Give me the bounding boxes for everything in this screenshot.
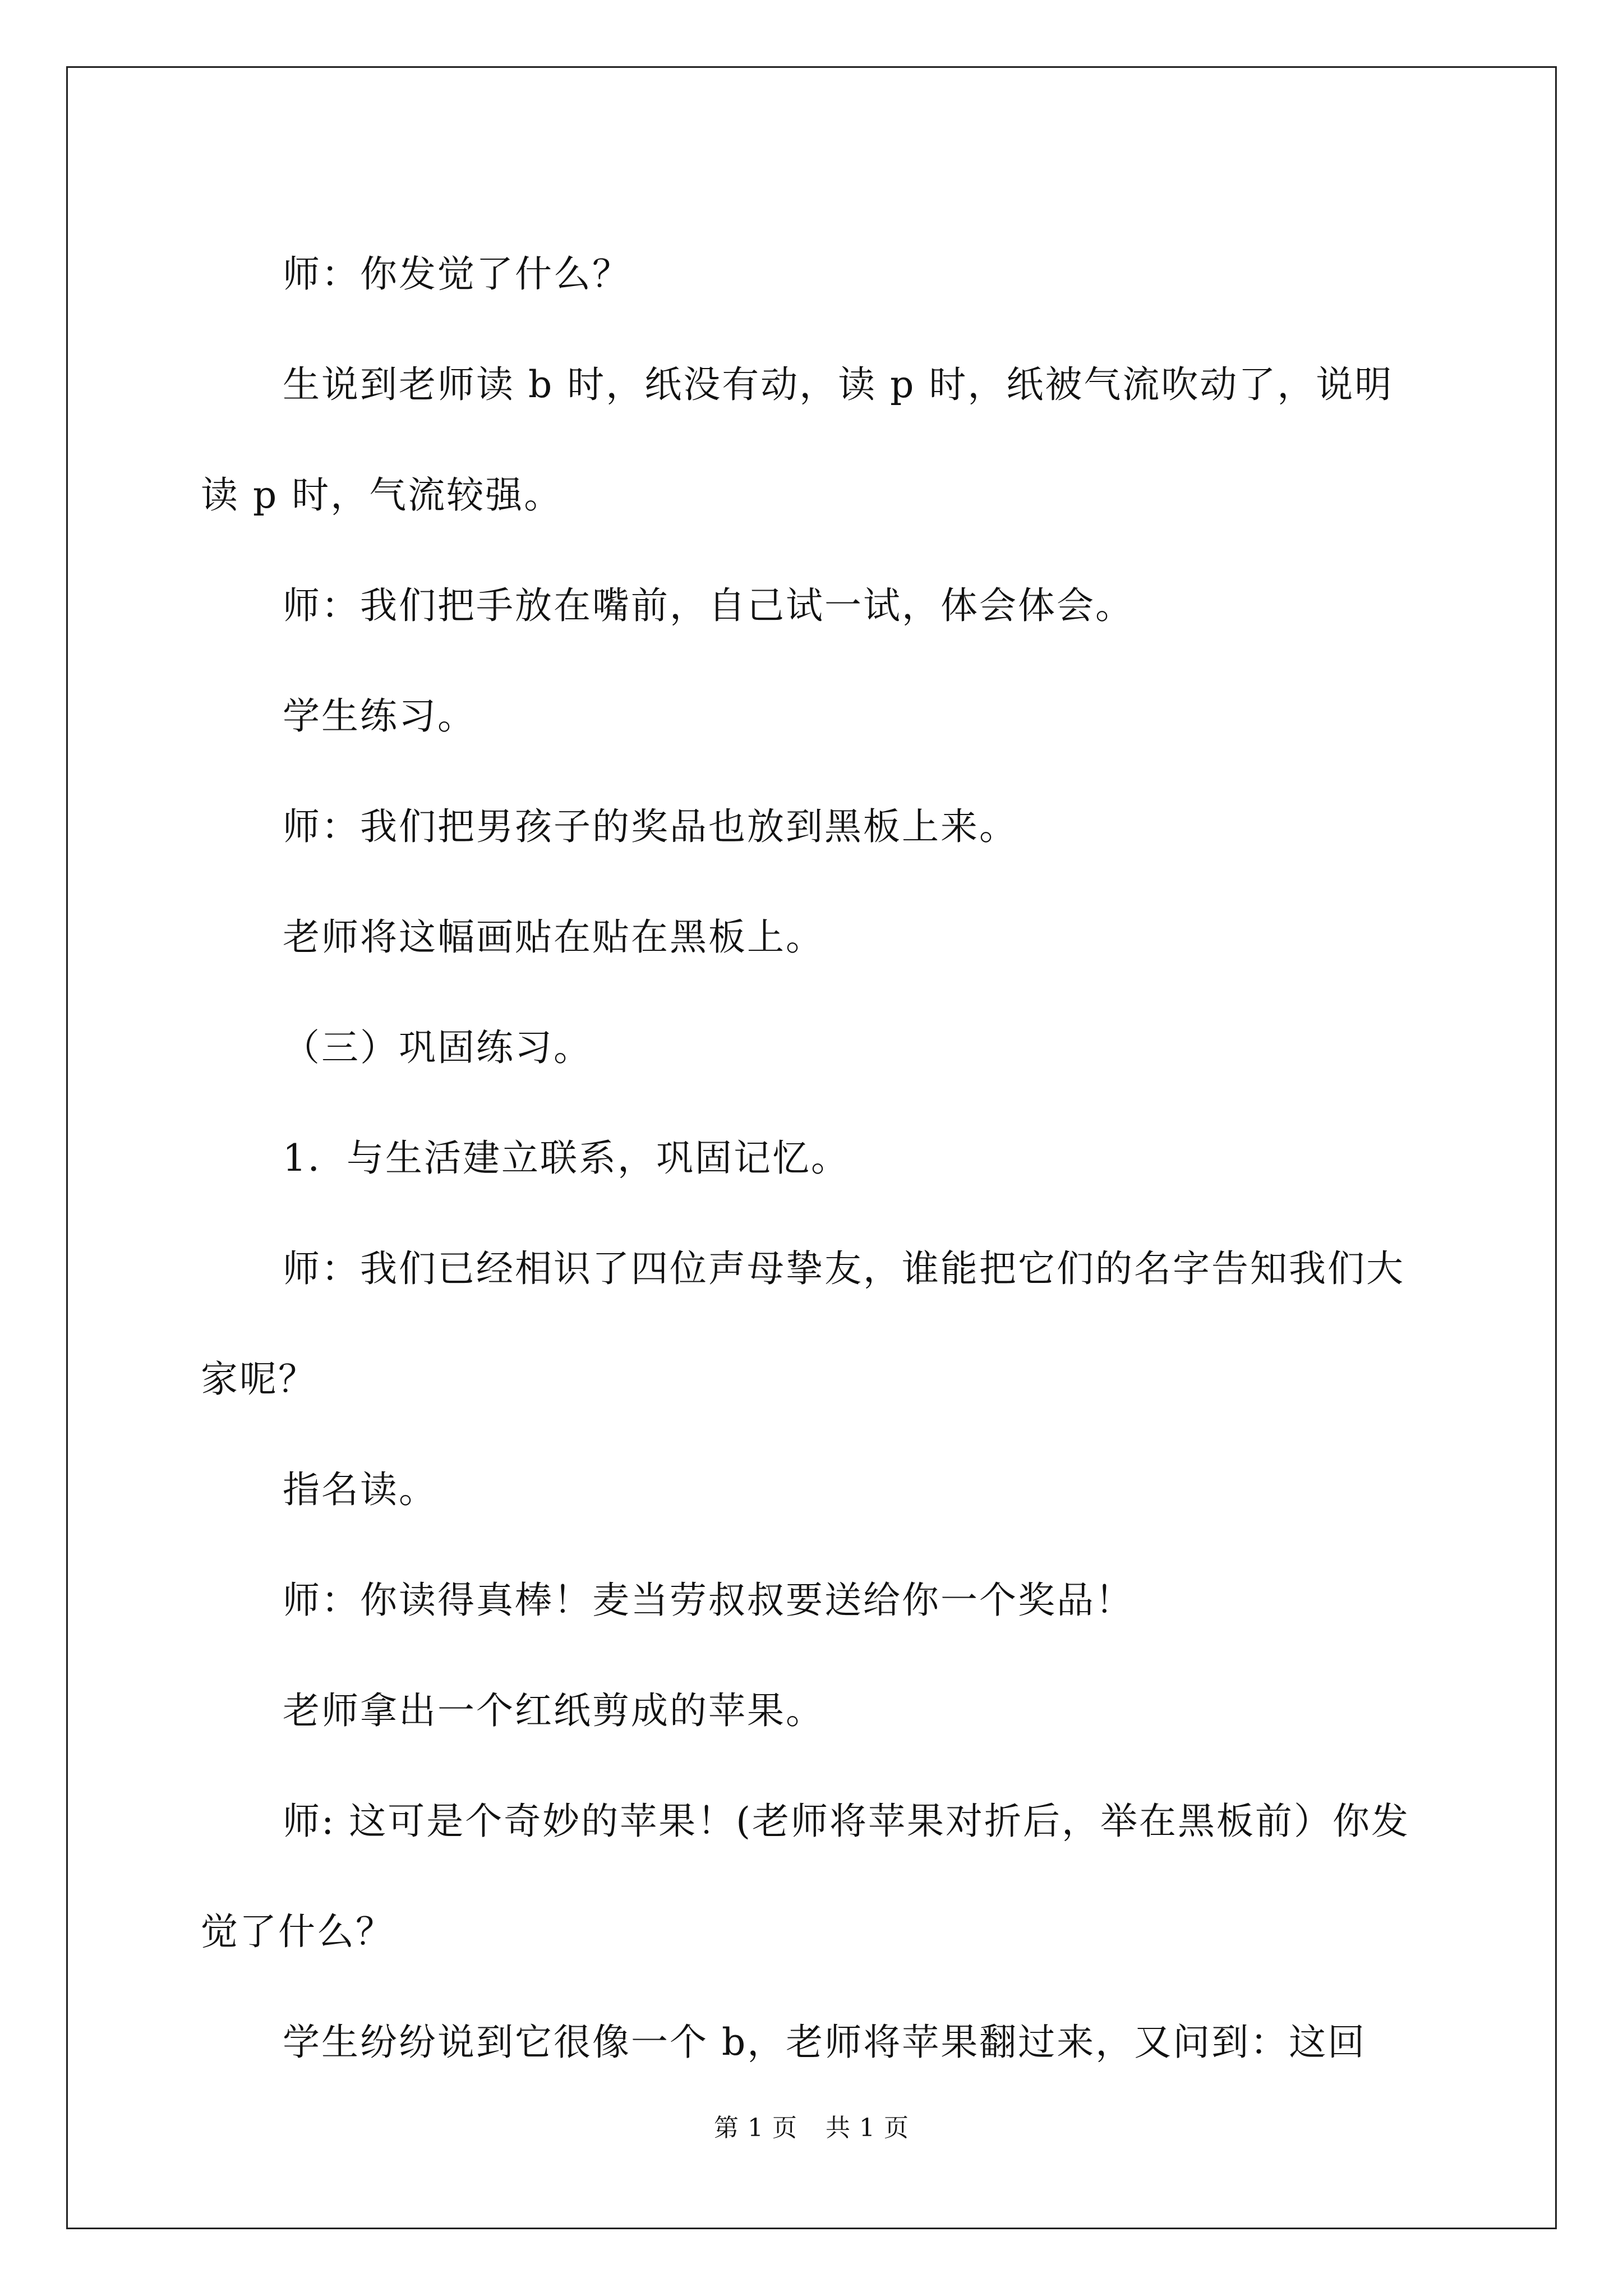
paragraph: 生说到老师读 b 时，纸没有动，读 p 时，纸被气流吹动了，说明读 p 时，气流较强。	[201, 363, 1394, 517]
paragraph: 老师拿出一个红纸剪成的苹果。	[283, 1689, 824, 1732]
paragraph: 老师将这幅画贴在贴在黑板上。	[283, 915, 824, 959]
paragraph: 师: 这可是个奇妙的苹果！(老师将苹果对折后，举在黑板前）你发觉了什么？	[201, 1800, 1410, 1953]
paragraph: 师：我们把手放在嘴前，自己试一试，体会体会。	[283, 584, 1134, 627]
paragraph: 指名读。	[283, 1468, 437, 1511]
page-footer	[0, 2111, 1623, 2145]
paragraph: （三）巩固练习。	[283, 1026, 592, 1069]
paragraph: 1．与生活建立联系，巩固记忆。	[283, 1137, 850, 1180]
page-total: 共 1 页	[826, 2114, 909, 2142]
paragraph: 师：你读得真棒！麦当劳叔叔要送给你一个奖品！	[283, 1579, 1134, 1622]
paragraph: 师：我们已经相识了四位声母挚友，谁能把它们的名字告知我们大家呢？	[201, 1247, 1405, 1401]
page-number: 第 1 页	[714, 2114, 797, 2142]
document-body	[201, 219, 1423, 2097]
paragraph: 学生练习。	[283, 694, 476, 738]
paragraph: 师：你发觉了什么？	[283, 252, 631, 296]
paragraph: 学生纷纷说到它很像一个 b，老师将苹果翻过来，又问到：这回	[283, 2021, 1367, 2064]
paragraph: 师：我们把男孩子的奖品也放到黑板上来。	[283, 805, 1018, 848]
